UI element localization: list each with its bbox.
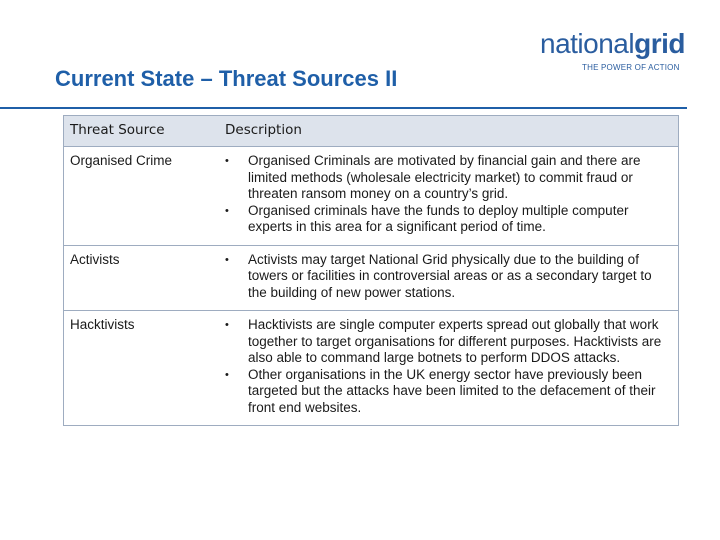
table-row: [64, 311, 679, 426]
logo-word-grid: grid: [634, 28, 685, 59]
threat-source-cell: Hacktivists: [64, 311, 220, 426]
bullet-text: Hacktivists are single computer experts spread out globally that work together to target organisations for different purposes. Hacktivists are also able to command large botnets to perform DDOS attacks.: [248, 317, 662, 365]
description-cell: [219, 245, 679, 311]
bullet-icon: •: [225, 253, 229, 266]
title-divider: [0, 107, 687, 109]
bullet-item: [225, 317, 672, 367]
description-cell: [219, 311, 679, 426]
table-row: [64, 245, 679, 311]
bullet-text: Organised Criminals are motivated by financial gain and there are limited methods (wholesale electricity market) to commit fraud or threaten ransom money on a country’s grid.: [248, 153, 641, 201]
bullet-text: Other organisations in the UK energy sector have previously been targeted but the attacks have been limited to the defacement of their front end websites.: [248, 366, 656, 415]
header-threat-source: Threat Source: [64, 116, 220, 147]
table-row: [64, 147, 679, 246]
bullet-text: Activists may target National Grid physically due to the building of towers or facilities in controversial areas or as a secondary target to the building of new power stations.: [248, 251, 652, 300]
logo-wordmark: [540, 28, 690, 60]
bullet-icon: •: [225, 155, 229, 167]
bullet-text: Organised criminals have the funds to deploy multiple computer experts in this area for a significant period of time.: [248, 202, 629, 234]
bullet-icon: •: [225, 319, 229, 331]
bullet-item: [225, 367, 672, 417]
slide-title: Current State – Threat Sources II: [55, 66, 398, 91]
logo-tagline: THE POWER OF ACTION: [582, 63, 680, 72]
bullet-icon: •: [225, 204, 229, 217]
table-header-row: [64, 116, 679, 147]
bullet-item: [225, 153, 672, 203]
threat-source-cell: Organised Crime: [64, 147, 220, 246]
bullet-icon: •: [225, 368, 229, 381]
description-cell: [219, 147, 679, 246]
header-description: Description: [219, 116, 679, 147]
bullet-list: [225, 252, 672, 302]
threat-sources-table: [63, 115, 679, 426]
logo-word-national: national: [540, 28, 635, 59]
threat-source-cell: Activists: [64, 245, 220, 311]
bullet-item: [225, 203, 672, 236]
bullet-list: [225, 317, 672, 416]
bullet-list: [225, 153, 672, 236]
national-grid-logo: [540, 28, 690, 72]
bullet-item: [225, 252, 672, 302]
